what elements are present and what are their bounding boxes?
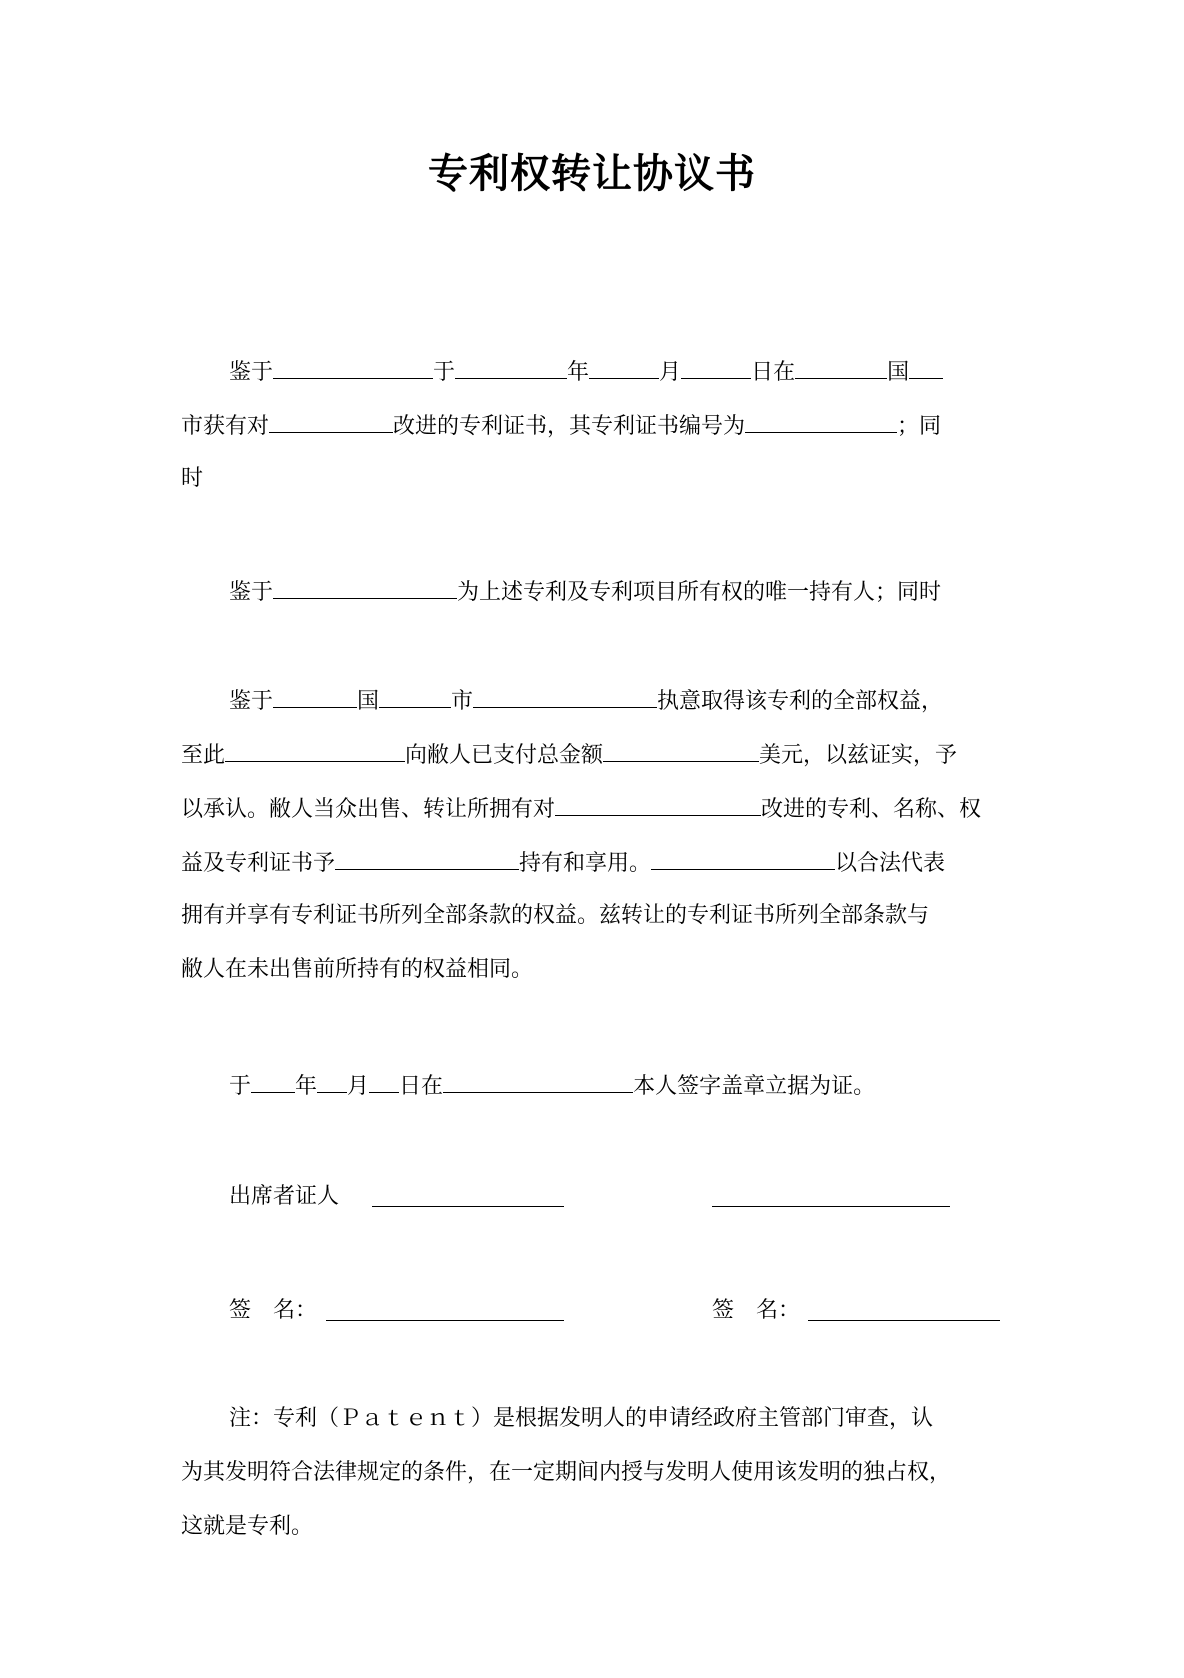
text: 向敝人已支付总金额	[405, 743, 604, 768]
note-line-1: 注：专利（Ｐａｔｅｎｔ）是根据发明人的申请经政府主管部门审查，认	[229, 1406, 934, 1431]
paragraph-3-line-6	[181, 955, 533, 985]
paragraph-1-line-2	[181, 410, 941, 440]
signature-label-left: 签 名：	[229, 1298, 318, 1323]
document-title: 专利权转让协议书	[428, 151, 756, 197]
fill-blank-payer[interactable]	[225, 739, 405, 762]
witness-line-right[interactable]	[712, 1206, 950, 1207]
text: ；同	[897, 414, 942, 439]
text: 市获有对	[181, 414, 270, 439]
text: 美元，以兹证实，予	[759, 743, 958, 768]
paragraph-1-line-1	[229, 356, 943, 386]
text: 鉴于	[229, 689, 274, 714]
note-line-2: 为其发明符合法律规定的条件，在一定期间内授与发明人使用该发明的独占权，	[181, 1460, 952, 1485]
fill-blank-buyer[interactable]	[473, 685, 657, 708]
fill-blank-legal-representative[interactable]	[651, 847, 835, 870]
text: 月	[347, 1074, 370, 1099]
fill-blank-city[interactable]	[909, 356, 943, 379]
signature-label-right: 签 名：	[712, 1298, 801, 1323]
text: 益及专利证书予	[181, 851, 336, 876]
note-line-3: 这就是专利。	[181, 1514, 314, 1539]
paragraph-3-line-4	[181, 847, 945, 877]
fill-blank-year[interactable]	[455, 356, 567, 379]
text: 于	[229, 1074, 252, 1099]
text: 日在	[751, 360, 796, 385]
paragraph-1-line-3	[181, 464, 203, 494]
paragraph-3-line-3	[181, 793, 981, 823]
text: 以承认。敝人当众出售、转让所拥有对	[181, 797, 556, 822]
fill-blank-day[interactable]	[681, 356, 751, 379]
fill-blank-transferred-improvement[interactable]	[555, 793, 761, 816]
text: 时	[181, 466, 204, 491]
paragraph-3-line-1	[229, 685, 943, 715]
fill-blank-country[interactable]	[795, 356, 887, 379]
text: 月	[659, 360, 682, 385]
fill-blank-sign-month[interactable]	[317, 1070, 347, 1093]
text: 以合法代表	[835, 851, 946, 876]
fill-blank-sign-year[interactable]	[251, 1070, 295, 1093]
text: 于	[433, 360, 456, 385]
text: 至此	[181, 743, 226, 768]
text: 持有和享用。	[519, 851, 652, 876]
fill-blank-owner[interactable]	[273, 356, 433, 379]
paragraph-3-line-2	[181, 739, 957, 769]
text: 执意取得该专利的全部权益，	[657, 689, 944, 714]
fill-blank-sign-place[interactable]	[443, 1070, 633, 1093]
text: 国	[357, 689, 380, 714]
fill-blank-transferee[interactable]	[335, 847, 519, 870]
text: 鉴于	[229, 580, 274, 605]
fill-blank-improvement[interactable]	[269, 410, 393, 433]
witness-line-left[interactable]	[372, 1206, 564, 1207]
text: 拥有并享有专利证书所列全部条款的权益。兹转让的专利证书所列全部条款与	[181, 903, 930, 928]
fill-blank-buyer-city[interactable]	[379, 685, 451, 708]
fill-blank-amount[interactable]	[603, 739, 759, 762]
fill-blank-sign-day[interactable]	[369, 1070, 399, 1093]
text: 市	[451, 689, 474, 714]
signature-line-left[interactable]	[326, 1320, 564, 1321]
text: 改进的专利证书，其专利证书编号为	[393, 414, 746, 439]
fill-blank-month[interactable]	[589, 356, 659, 379]
signature-line-right[interactable]	[808, 1320, 1000, 1321]
paragraph-2	[229, 576, 941, 606]
text: 国	[887, 360, 910, 385]
witness-label: 出席者证人	[229, 1184, 340, 1209]
text: 为上述专利及专利项目所有权的唯一持有人；同时	[457, 580, 942, 605]
text: 日在	[399, 1074, 444, 1099]
text: 改进的专利、名称、权	[761, 797, 982, 822]
fill-blank-patent-number[interactable]	[745, 410, 897, 433]
text: 本人签字盖章立据为证。	[633, 1074, 876, 1099]
text: 鉴于	[229, 360, 274, 385]
text: 年	[295, 1074, 318, 1099]
text: 敝人在未出售前所持有的权益相同。	[181, 957, 534, 982]
fill-blank-sole-holder[interactable]	[273, 576, 457, 599]
text: 年	[567, 360, 590, 385]
paragraph-3-line-5	[181, 901, 929, 931]
fill-blank-buyer-country[interactable]	[273, 685, 357, 708]
paragraph-4	[229, 1070, 875, 1100]
